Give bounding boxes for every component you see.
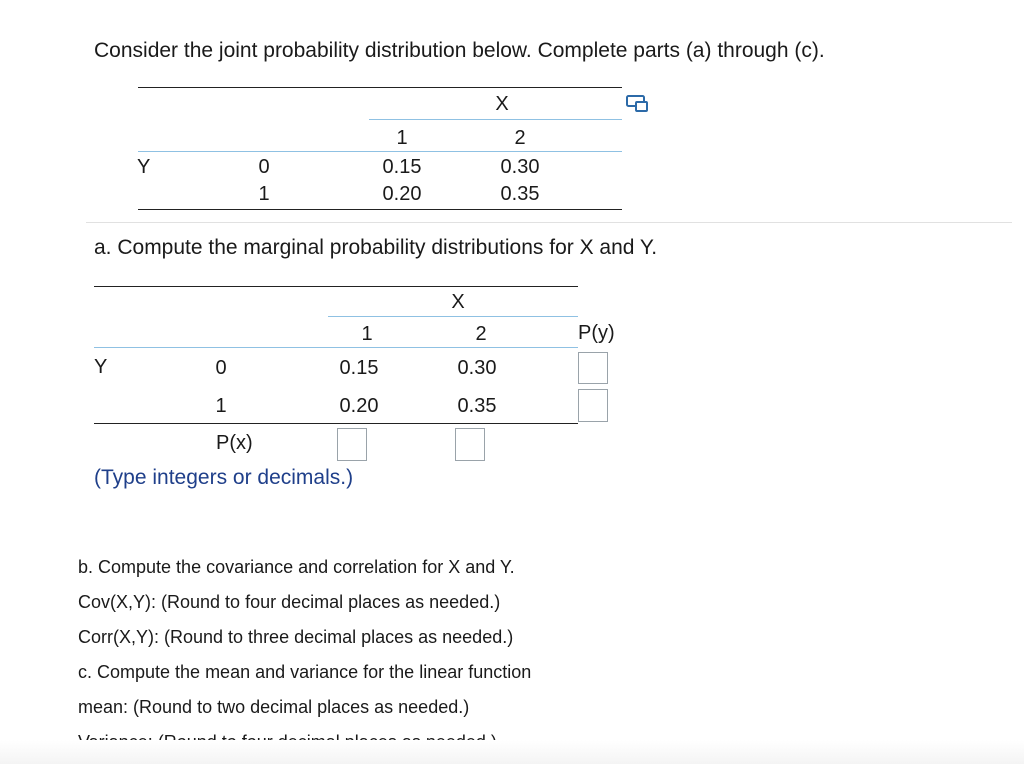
question-text: Consider the joint probability distribution below. Complete parts (a) through (c). — [94, 39, 825, 62]
cell-y0-x1: 0.15 — [382, 156, 422, 178]
y-header: Y — [137, 156, 151, 178]
cell-y0-x2: 0.30 — [500, 156, 540, 178]
a-cell-y1-x1: 0.20 — [339, 395, 379, 417]
x-header: X — [495, 93, 509, 115]
table-top-rule — [138, 87, 622, 88]
y-value-0: 0 — [258, 156, 270, 178]
a-column-header-rule — [94, 347, 578, 348]
a-table-bottom-rule — [94, 423, 578, 424]
corr-instruction: Corr(X,Y): (Round to three decimal places as needed.) — [78, 627, 514, 647]
a-x-header-rule — [328, 316, 578, 317]
cell-y1-x1: 0.20 — [382, 183, 422, 205]
section-divider — [86, 222, 1012, 223]
bottom-gradient-band — [0, 740, 1024, 764]
py-1-input[interactable] — [578, 389, 608, 422]
column-header-rule — [138, 151, 622, 152]
a-x-header: X — [451, 291, 465, 313]
a-x-value-1: 1 — [361, 323, 373, 345]
copy-table-icon[interactable] — [624, 92, 652, 114]
a-y-value-0: 0 — [215, 357, 227, 379]
cov-instruction: Cov(X,Y): (Round to four decimal places as needed.) — [78, 592, 501, 612]
x-value-1: 1 — [396, 127, 408, 149]
px-1-input[interactable] — [337, 428, 367, 461]
a-y-value-1: 1 — [215, 395, 227, 417]
table-bottom-rule — [138, 209, 622, 210]
answer-format-hint: (Type integers or decimals.) — [94, 466, 354, 489]
a-cell-y1-x2: 0.35 — [457, 395, 497, 417]
a-y-header: Y — [94, 356, 108, 378]
a-table-top-rule — [94, 286, 578, 287]
y-value-1: 1 — [258, 183, 270, 205]
px-2-input[interactable] — [455, 428, 485, 461]
x-value-2: 2 — [514, 127, 526, 149]
a-cell-y0-x1: 0.15 — [339, 357, 379, 379]
part-c-prompt: c. Compute the mean and variance for the linear function — [78, 662, 532, 682]
py-header: P(y) — [578, 322, 615, 344]
cell-y1-x2: 0.35 — [500, 183, 540, 205]
a-x-value-2: 2 — [475, 323, 487, 345]
a-cell-y0-x2: 0.30 — [457, 357, 497, 379]
x-header-rule — [369, 119, 622, 120]
part-b-prompt: b. Compute the covariance and correlation for X and Y. — [78, 557, 515, 577]
px-label: P(x) — [216, 432, 253, 454]
part-a-prompt: a. Compute the marginal probability distributions for X and Y. — [94, 236, 658, 259]
py-0-input[interactable] — [578, 352, 608, 384]
mean-instruction: mean: (Round to two decimal places as needed.) — [78, 697, 470, 717]
